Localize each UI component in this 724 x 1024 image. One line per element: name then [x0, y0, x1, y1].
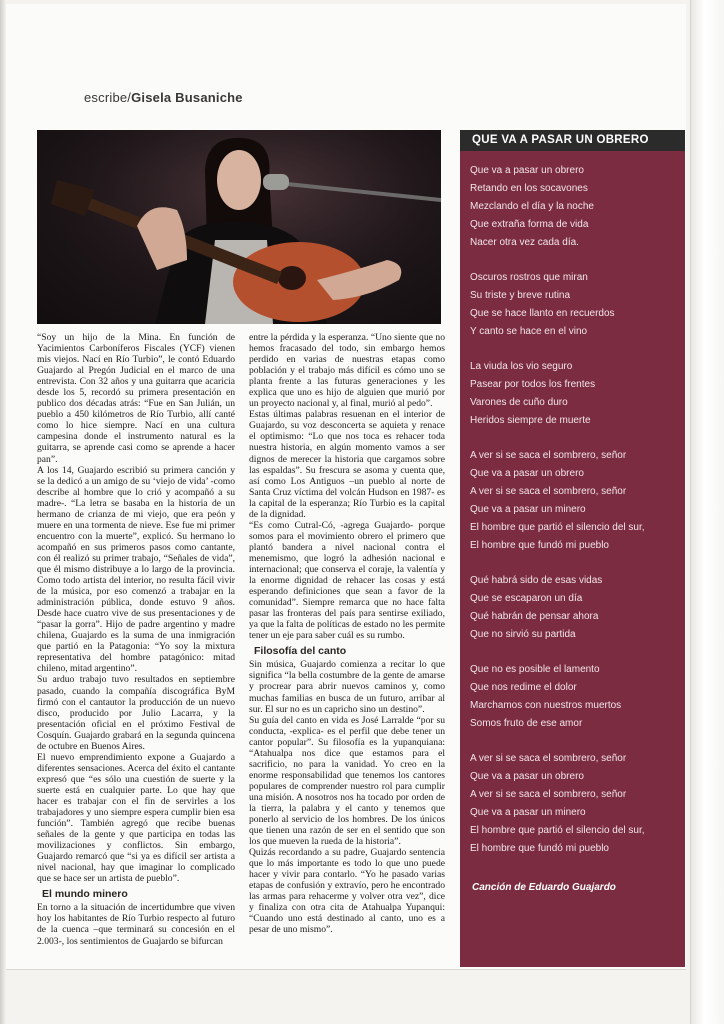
article-column-middle	[249, 332, 445, 936]
poem-verse: Que se escaparon un día	[470, 593, 583, 604]
paragraph: A los 14, Guajardo escribió su primera canción y se la dedicó a un amigo de su ‘viejo de vida’ -como describe al hombre que lo crió y acompañó a su madre-. “La letra se basaba en la historia de un hermano de crianza de mi viejo, que era peón y muere en una tormenta de nieve. Ese fue mi primer encuentro con la muerte”, explicó. Su hermano lo acompañó en sus primeros pasos como cantante, con él realizó su primer trabajo, “Señales de vida”, que él mismo distribuye a lo largo de la provincia. Como todo artista del interior, no resulta fácil vivir de la música, por eso comenzó a trabajar en la administración pública, donde estuvo 9 años. Desde hace cuatro vive de sus presentaciones y de “pasar la gorra”. Hijo de padre argentino y madre chilena, Guajardo es la suma de una inmigración que partió en la Patagonia: “Yo soy la mixtura representativa del hombre patagónico: mitad chileno, mitad argentino”.	[37, 464, 235, 675]
poem-stanza	[470, 269, 680, 341]
poem-verse: Retando en los socavones	[470, 183, 588, 194]
paragraph: Estas últimas palabras resuenan en el interior de Guajardo, su voz desconcerta se aquieta y renace el optimismo: “Lo que nos toca es rehacer toda nuestra historia, en algún momento vamos a ser dignos de merecer la historia que cargamos sobre las espaldas”. Su frescura se asoma y cuenta que, así como Los Antiguos –un pueblo al norte de Santa Cruz víctima del volcán Hudson en 1987- es la capital de la esperanza; Río Turbio es la capital de la dignidad.	[249, 409, 445, 520]
subhead-mundo-minero: El mundo minero	[42, 888, 128, 901]
poem-stanza	[470, 447, 680, 555]
scan-edge-right	[690, 0, 724, 1024]
poem-stanza	[470, 162, 680, 252]
poem-verse: Que extraña forma de vida	[470, 219, 589, 230]
article-column-left	[37, 332, 235, 947]
guitarist-illustration	[37, 130, 441, 324]
poem-verse: Varones de cuño duro	[470, 397, 568, 408]
poem-verse: La viuda los vio seguro	[470, 361, 573, 372]
paragraph: Su arduo trabajo tuvo resultados en septiembre pasado, cuando la compañía discográfica ByM firmó con el cantautor la producción de un nuevo disco, producido por Julio Lacarra, y la presentación oficial en el próximo Festival de Cosquín. Guajardo grabará en la segunda quincena de octubre en Buenos Aires.	[37, 674, 235, 752]
poem-verse: Pasear por todos los frentes	[470, 379, 596, 390]
poem-verse: Que no sirvió su partida	[470, 629, 576, 640]
poem-verse: Que se hace llanto en recuerdos	[470, 308, 615, 319]
paragraph: “Es como Cutral-Có, -agrega Guajardo- porque somos para el movimiento obrero el primero que plantó bandera a nivel nacional contra el menemismo, que logró la adhesión nacional e internacional; que conserva el coraje, la valentía y la enorme dignidad de rehacer las cosas y está esperando definiciones que sean a favor de la comunidad”. Siempre remarca que no hace falta pasar las fronteras del país para sentirse exiliado, ya que la falta de políticas de estado no les permite tener un eje para saber cuál es su rumbo.	[249, 519, 445, 642]
paragraph: entre la pérdida y la esperanza. “Uno siente que no hemos fracasado del todo, sin embargo hemos perdido en varias de nuestras etapas como población y el trabajo más difícil es cómo uno se planta frente a las futuras generaciones y les explica que uno es hijo de alguien que murió por un proyecto nacional y, al final, murió al pedo”.	[249, 332, 445, 410]
poem-verse: A ver si se saca el sombrero, señor	[470, 486, 627, 497]
poem-verse: Qué habrá sido de esas vidas	[470, 575, 603, 586]
poem-verse: Y canto se hace en el vino	[470, 326, 588, 337]
byline	[84, 90, 243, 105]
paragraph: En torno a la situación de incertidumbre que viven hoy los habitantes de Río Turbio respecto al futuro de la cuenca –que terminará su concesión en el 2.003-, los sentimientos de Guajardo se bifurcan	[37, 902, 235, 947]
poem-verse: Que va a pasar un minero	[470, 807, 586, 818]
poem-verse: Somos fruto de ese amor	[470, 718, 583, 729]
paragraph: Sin música, Guajardo comienza a recitar lo que significa “la bella costumbre de la gente de amarse y procrear para abrir nuevos caminos y, como muchas familias en busca de un futuro, arribar al sur. El sur no es un capricho sino un destino”.	[249, 659, 445, 715]
poem-stanza	[470, 358, 680, 430]
paragraph: Su guía del canto en vida es José Larralde “por su conducta, -explica- es el perfil que debe tener un cantor popular”. Su filosofía es la yupanquiana: “Atahualpa nos dice que estamos para el sacrificio, no para la vanidad. Yo creo en la enorme responsabilidad que tenemos los cantores populares de comprender nuestro rol para cumplir una misión. A nosotros nos ha tocado por orden de la tierra, la palabra y el canto y tenemos que ponerlo al servicio de los hombres. De los únicos que tienen una razón de ser en el sentido que son los que mueven la rueda de la historia”.	[249, 714, 445, 848]
poem-verse: Marchamos con nuestros muertos	[470, 700, 622, 711]
poem-stanza	[470, 572, 680, 644]
poem-verse: El hombre que partió el silencio del sur,	[470, 825, 645, 836]
poem-verse: El hombre que fundó mi pueblo	[470, 843, 609, 854]
subhead-filosofia-del-canto: Filosofía del canto	[254, 645, 347, 658]
poem-verse: Oscuros rostros que miran	[470, 272, 588, 283]
paragraph: “Soy un hijo de la Mina. En función de Yacimientos Carboníferos Fiscales (YCF) vienen mis viejos. Nací en Río Turbio”, le contó Eduardo Guajardo al Pregón Judicial en el marco de una entrevista. Con 32 años y una guitarra que acaricia desde los 5, recordó su primera presentación en publico dos décadas atrás: “Fue en San Julián, un pueblo a 450 kilómetros de Río Turbio, allí canté como lo hice siempre. Nací en una cultura campesina donde el instrumento natural es la guitarra, se aprende casi como se aprende a hacer pan”.	[37, 332, 235, 465]
poem-credit: Canción de Eduardo Guajardo	[472, 882, 616, 893]
poem-verse: Heridos siempre de muerte	[470, 415, 591, 426]
poem-verse: Que no es posible el lamento	[470, 664, 600, 675]
poem-sidebar	[460, 130, 685, 967]
poem-verse: Qué habrán de pensar ahora	[470, 611, 599, 622]
poem-verse: Mezclando el día y la noche	[470, 201, 594, 212]
poem-verse: Que va a pasar un obrero	[470, 468, 584, 479]
poem-body	[470, 162, 680, 858]
poem-stanza	[470, 750, 680, 858]
poem-verse: Que va a pasar un minero	[470, 504, 586, 515]
byline-author: Gisela Busaniche	[131, 90, 243, 105]
paragraph: Quizás recordando a su padre, Guajardo sentencia que lo más importante es todo lo que uno puede hacer y vivir para contarlo. “Yo he pasado varias etapas de confusión y extravío, pero he encontrado las armas para rehacerme y volver otra vez”, dice y finaliza con otra cita de Atahualpa Yupanqui: “Cuando uno está destinado al canto, uno es a pesar de uno mismo”.	[249, 847, 445, 936]
poem-verse: A ver si se saca el sombrero, señor	[470, 789, 627, 800]
byline-prefix: escribe/	[84, 90, 132, 105]
poem-title: QUE VA A PASAR UN OBRERO	[460, 130, 685, 151]
poem-verse: Que nos redime el dolor	[470, 682, 577, 693]
poem-verse: Su triste y breve rutina	[470, 290, 571, 301]
poem-verse: El hombre que partió el silencio del sur,	[470, 522, 645, 533]
poem-verse: Que va a pasar un obrero	[470, 771, 584, 782]
poem-verse: A ver si se saca el sombrero, señor	[470, 753, 627, 764]
poem-verse: Nacer otra vez cada día.	[470, 237, 579, 248]
poem-verse: A ver si se saca el sombrero, señor	[470, 450, 627, 461]
poem-stanza	[470, 661, 680, 733]
poem-verse: El hombre que fundó mi pueblo	[470, 540, 609, 551]
paragraph: El nuevo emprendimiento expone a Guajardo a diferentes sensaciones. Acerca del éxito el cantante expresó que “es sólo una cuestión de suerte y la suerte está en cualquier parte. Lo que hay que hacer es trabajar con el fin de servirles a los trabajadores y uno siempre espera cumplir bien esa función”. También agregó que recibe buenas señales de la gente y que participa en todas las movilizaciones y conflictos. Sin embargo, Guajardo remarcó que “si ya es difícil ser artista a nivel nacional, hay que imaginar lo complicado que se hace ser un artista de pueblo”.	[37, 751, 235, 885]
article-photo	[37, 130, 441, 324]
poem-verse: Que va a pasar un obrero	[470, 165, 584, 176]
